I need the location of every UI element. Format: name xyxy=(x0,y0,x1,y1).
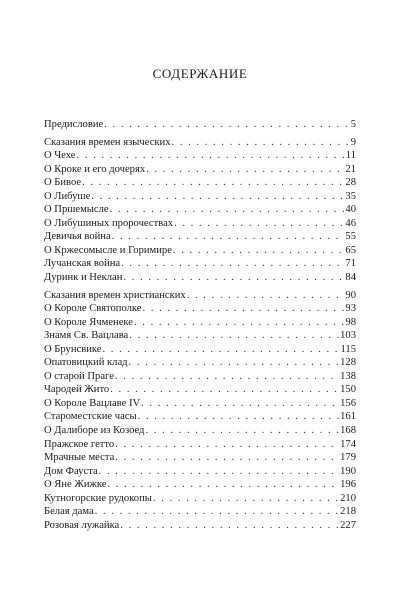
toc-entry xyxy=(44,410,356,424)
toc-page-number: 11 xyxy=(345,150,356,162)
toc-page-number: 90 xyxy=(345,289,356,301)
toc-entry-title: О Короле Ячменеке xyxy=(44,316,133,328)
toc-entry-title: О Либушиных пророчествах xyxy=(44,217,174,229)
toc-entry xyxy=(44,492,356,506)
dot-leader xyxy=(110,383,339,397)
toc-entry-title: Знамя Св. Вацлава xyxy=(44,330,129,342)
toc-entry-title: Мрачные места xyxy=(44,452,115,464)
toc-entry xyxy=(44,356,356,370)
dot-leader xyxy=(173,244,344,258)
toc-entry xyxy=(44,397,356,411)
toc-entry xyxy=(44,465,356,479)
toc-page-number: 138 xyxy=(340,370,356,382)
toc-entry xyxy=(44,424,356,438)
dot-leader xyxy=(95,505,339,519)
toc-entry xyxy=(44,302,356,316)
toc-page-number: 55 xyxy=(345,231,356,243)
toc-entry-title: О Бивое xyxy=(44,177,82,189)
dot-leader xyxy=(172,136,350,150)
toc-entry-title: Кутногорские рудокопы xyxy=(44,492,152,504)
toc-page-number: 35 xyxy=(345,190,356,202)
dot-leader xyxy=(112,230,345,244)
toc-entry xyxy=(44,451,356,465)
toc-page-number: 196 xyxy=(340,479,356,491)
toc-page-number: 190 xyxy=(340,465,356,477)
page-title: СОДЕРЖАНИЕ xyxy=(152,66,248,81)
dot-leader xyxy=(187,289,345,303)
toc-page-number: 84 xyxy=(345,272,356,284)
toc-entry xyxy=(44,271,356,285)
toc-page-number: 168 xyxy=(340,425,356,437)
toc-page-number: 210 xyxy=(340,492,356,504)
toc-entry-title: Чародей Жито xyxy=(44,384,110,396)
toc-page-number: 40 xyxy=(345,204,356,216)
toc-page-number: 128 xyxy=(340,357,356,369)
dot-leader xyxy=(121,257,344,271)
toc-entry xyxy=(44,217,356,231)
toc-entry xyxy=(44,316,356,330)
dot-leader xyxy=(146,163,344,177)
toc-entry-title: О Кроке и его дочерях xyxy=(44,163,146,175)
toc-page-number: 227 xyxy=(340,519,356,531)
toc-entry xyxy=(44,190,356,204)
dot-leader xyxy=(123,271,344,285)
toc-page-number: 21 xyxy=(345,163,356,175)
toc-entry-title: Сказания времен христианских xyxy=(44,289,186,301)
toc-page-number: 150 xyxy=(340,384,356,396)
toc-entry xyxy=(44,163,356,177)
toc-entry-title: О Чехе xyxy=(44,150,76,162)
dot-leader xyxy=(115,451,339,465)
toc-page-number: 179 xyxy=(340,452,356,464)
dot-leader xyxy=(174,217,344,231)
dot-leader xyxy=(145,424,339,438)
toc-page-number: 98 xyxy=(345,316,356,328)
dot-leader xyxy=(115,370,339,384)
dot-leader xyxy=(76,149,344,163)
dot-leader xyxy=(115,438,339,452)
toc-entry xyxy=(44,519,356,533)
toc-entry xyxy=(44,343,356,357)
toc-entry-title: О старой Праге xyxy=(44,370,114,382)
toc-entry xyxy=(44,257,356,271)
toc-entry-title: Розовая лужайка xyxy=(44,519,120,531)
dot-leader xyxy=(107,478,339,492)
toc-entry-title: О Брунсвике xyxy=(44,343,102,355)
dot-leader xyxy=(110,203,345,217)
toc-entry-title: О Кржесомысле и Горимире xyxy=(44,244,172,256)
toc-entry-title: Дуринк и Неклан xyxy=(44,272,123,284)
toc-section-entry xyxy=(44,136,356,150)
toc-page-number: 28 xyxy=(345,177,356,189)
toc-entry xyxy=(44,149,356,163)
toc-entry xyxy=(44,505,356,519)
toc-entry xyxy=(44,438,356,452)
toc-entry-title: Староместские часы xyxy=(44,411,137,423)
toc-page-number: 9 xyxy=(350,136,356,148)
dot-leader xyxy=(82,176,344,190)
dot-leader xyxy=(120,519,339,533)
toc-entry-title: О Короле Вацлаве IV xyxy=(44,397,141,409)
toc-entry-title: О Пршемысле xyxy=(44,204,109,216)
toc-page-number: 65 xyxy=(345,244,356,256)
toc-page-number: 71 xyxy=(345,258,356,270)
toc-entry xyxy=(44,370,356,384)
toc-page-number: 46 xyxy=(345,217,356,229)
toc-entry xyxy=(44,329,356,343)
dot-leader xyxy=(129,329,339,343)
dot-leader xyxy=(102,343,339,357)
toc-entry-title: О Яне Жижке xyxy=(44,479,107,491)
toc-page-number: 156 xyxy=(340,397,356,409)
dot-leader xyxy=(134,316,344,330)
dot-leader xyxy=(129,356,340,370)
dot-leader xyxy=(138,410,339,424)
dot-leader xyxy=(143,302,345,316)
toc-entry-title: О Далиборе из Козоед xyxy=(44,425,145,437)
toc-page-number: 174 xyxy=(340,438,356,450)
toc-entry-title: Белая дама xyxy=(44,506,94,518)
toc-entry-title: Пражское гетто xyxy=(44,438,115,450)
toc-entry xyxy=(44,176,356,190)
toc-page-number: 161 xyxy=(340,411,356,423)
toc-entry-title: Сказания времен языческих xyxy=(44,136,171,148)
dot-leader xyxy=(104,118,349,132)
toc-page-number: 103 xyxy=(340,330,356,342)
toc-page-number: 218 xyxy=(340,506,356,518)
toc-page-number: 93 xyxy=(345,303,356,315)
toc-entry-title: Дом Фауста xyxy=(44,465,98,477)
toc-page-number: 5 xyxy=(350,119,356,130)
toc-entry xyxy=(44,203,356,217)
toc-entry-title: О Короле Святополке xyxy=(44,303,142,315)
toc-section-entry xyxy=(44,118,356,132)
toc-page-number: 115 xyxy=(340,343,356,355)
toc-entry-title: Опатовицкий клад xyxy=(44,357,128,369)
toc-entry xyxy=(44,244,356,258)
dot-leader xyxy=(91,190,344,204)
toc-entry-title: Предисловие xyxy=(44,119,104,130)
table-of-contents xyxy=(44,118,356,532)
toc-entry xyxy=(44,383,356,397)
dot-leader xyxy=(99,465,339,479)
toc-entry xyxy=(44,478,356,492)
toc-entry-title: Лучанская война xyxy=(44,258,121,270)
toc-entry xyxy=(44,230,356,244)
toc-entry-title: Девичья война xyxy=(44,231,111,243)
toc-section-entry xyxy=(44,289,356,303)
toc-entry-title: О Либуше xyxy=(44,190,91,202)
dot-leader xyxy=(153,492,339,506)
dot-leader xyxy=(141,397,339,411)
